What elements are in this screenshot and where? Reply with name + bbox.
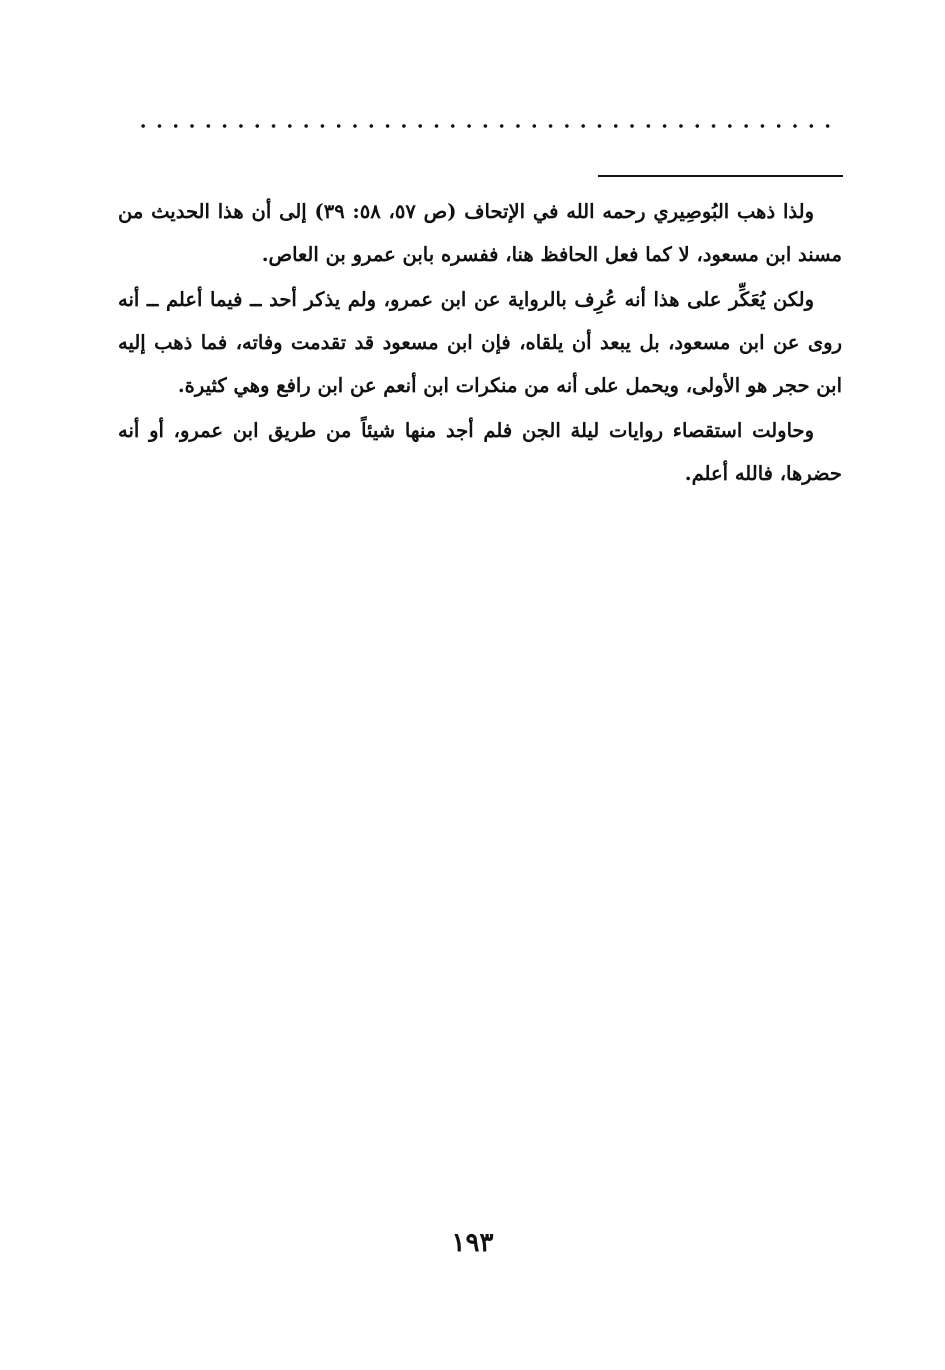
footnote-paragraph: ولكن يُعَكِّر على هذا أنه عُرِف بالرواية عن ابن عمرو، ولم يذكر أحد ــ فيما أعلم ــ أنه روى عن ابن مسعود، بل يبعد أن يلقاه، فإن ابن مسعود قد تقدمت وفاته، فما ذهب إليه ابن حجر هو الأولى، ويحمل على أنه من منكرات ابن أنعم عن ابن رافع وهي كثيرة. bbox=[118, 288, 842, 397]
footnote-paragraph: ولذا ذهب البُوصِيري رحمه الله في الإتحاف (ص ٥٧، ٥٨: ٣٩) إلى أن هذا الحديث من مسند ابن مسعود، لا كما فعل الحافظ هنا، ففسره بابن عمرو بن العاص. bbox=[118, 200, 842, 266]
page-number: ١٩٣ bbox=[451, 1228, 494, 1258]
dotted-separator bbox=[135, 120, 835, 132]
footnote-text-block bbox=[118, 190, 842, 495]
footnote-paragraph: وحاولت استقصاء روايات ليلة الجن فلم أجد منها شيئاً من طريق ابن عمرو، أو أنه حضرها، فالله أعلم. bbox=[118, 419, 842, 485]
footnote-rule bbox=[598, 175, 843, 177]
